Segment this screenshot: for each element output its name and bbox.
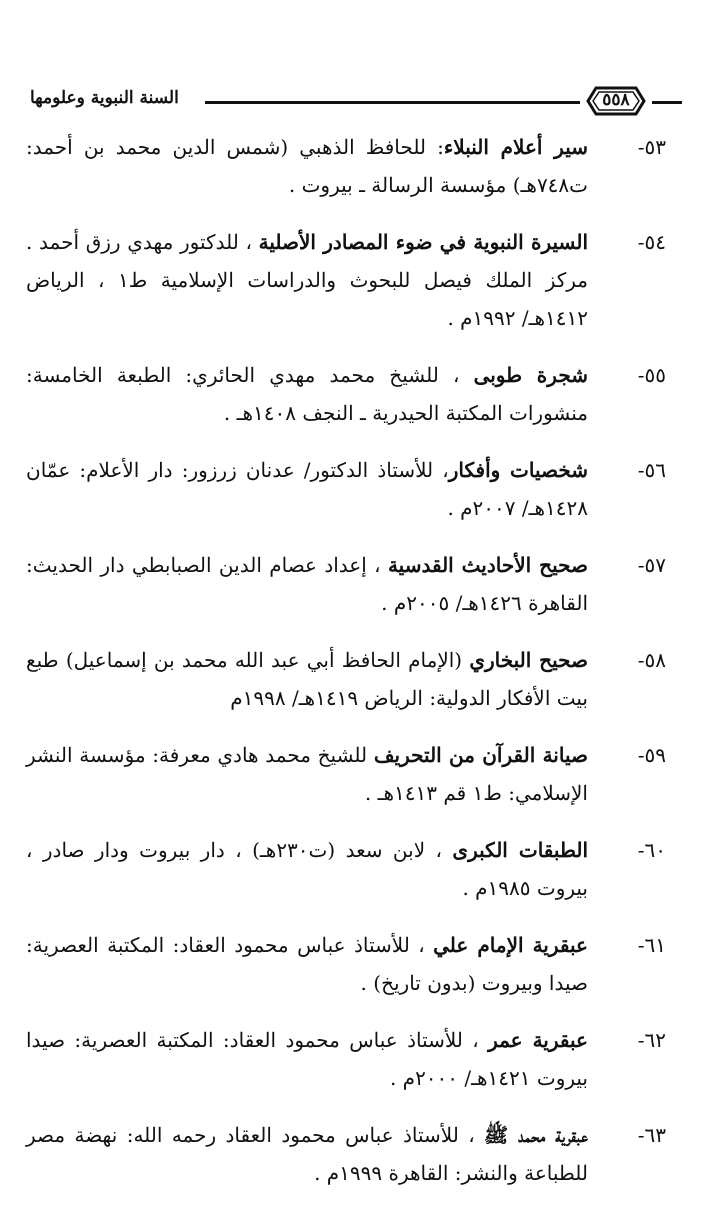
bibliography-list [26,128,666,1211]
entry-text: ، للدكتور مهدي رزق أحمد . مركز الملك فيصل للبحوث والدراسات الإسلامية ط١ ، الرياض ١٤١٢هـ/ ١٩٩٢م . [26,230,588,330]
entry-text: ، للأستاذ عباس محمود العقاد: المكتبة العصرية: صيدا بيروت ١٤٢١هـ/ ٢٠٠٠م . [26,1028,588,1090]
entry-number: ٦١- [637,933,666,957]
entry-title: صحيح البخاري [469,648,588,672]
entry-number: ٥٧- [637,553,666,577]
entry-text: ، إعداد عصام الدين الصبابطي دار الحديث: القاهرة ١٤٢٦هـ/ ٢٠٠٥م . [26,553,588,615]
entry-title: سير أعلام النبلاء [443,135,588,159]
entry-number: ٥٤- [637,230,666,254]
entry-text: ، للشيخ محمد مهدي الحائري: الطبعة الخامسة: منشورات المكتبة الحيدرية ـ النجف ١٤٠٨هـ . [26,363,588,425]
list-item [26,128,666,204]
list-item [26,831,666,907]
entry-number: ٥٣- [637,135,666,159]
list-item [26,736,666,812]
entry-text: (الإمام الحافظ أبي عبد الله محمد بن إسماعيل) طبع بيت الأفكار الدولية: الرياض ١٤١٩هـ/ ١٩٩٨م [26,648,588,710]
list-item [26,1116,666,1192]
entry-number: ٦٠- [637,838,666,862]
page-number-ornament [582,82,650,120]
entry-text: ، للأستاذ عباس محمود العقاد رحمه الله: نهضة مصر للطباعة والنشر: القاهرة ١٩٩٩م . [26,1123,588,1185]
entry-number: ٦٣- [637,1123,666,1147]
entry-title: عبقرية الإمام علي [433,933,588,957]
entry-number: ٥٩- [637,743,666,767]
entry-title: عبقرية محمد ﷺ [484,1123,588,1147]
entry-title: الطبقات الكبرى [452,838,588,862]
entry-number: ٥٦- [637,458,666,482]
page-header [30,70,670,120]
entry-title: صحيح الأحاديث القدسية [387,553,588,577]
entry-number: ٥٥- [637,363,666,387]
entry-title: شجرة طوبى [473,363,588,387]
entry-title: شخصيات وأفكار [448,458,588,482]
entry-text: للشيخ محمد هادي معرفة: مؤسسة النشر الإسلامي: ط١ قم ١٤١٣هـ . [26,743,588,805]
entry-title: عبقرية عمر [488,1028,588,1052]
entry-number: ٦٢- [637,1028,666,1052]
entry-text: : للحافظ الذهبي (شمس الدين محمد بن أحمد: ت٧٤٨هـ) مؤسسة الرسالة ـ بيروت . [26,135,588,197]
list-item [26,641,666,717]
entry-number: ٥٨- [637,648,666,672]
list-item [26,546,666,622]
list-item [26,926,666,1002]
header-rule [205,101,580,104]
list-item [26,356,666,432]
entry-title: السيرة النبوية في ضوء المصادر الأصلية [258,230,589,254]
list-item [26,1021,666,1097]
list-item [26,223,666,337]
header-rule-right [652,101,682,104]
entry-text: ، للأستاذ عباس محمود العقاد: المكتبة العصرية: صيدا وبيروت (بدون تاريخ) . [26,933,588,995]
running-title: السنة النبوية وعلومها [30,88,179,108]
entry-title: صيانة القرآن من التحريف [373,743,588,767]
page-number: ٥٥٨ [602,90,630,110]
entry-text: ، لابن سعد (ت٢٣٠هـ) ، دار بيروت ودار صادر ، بيروت ١٩٨٥م . [26,838,588,900]
list-item [26,451,666,527]
entry-text: ، للأستاذ الدكتور/ عدنان زرزور: دار الأعلام: عمّان ١٤٢٨هـ/ ٢٠٠٧م . [26,458,588,520]
